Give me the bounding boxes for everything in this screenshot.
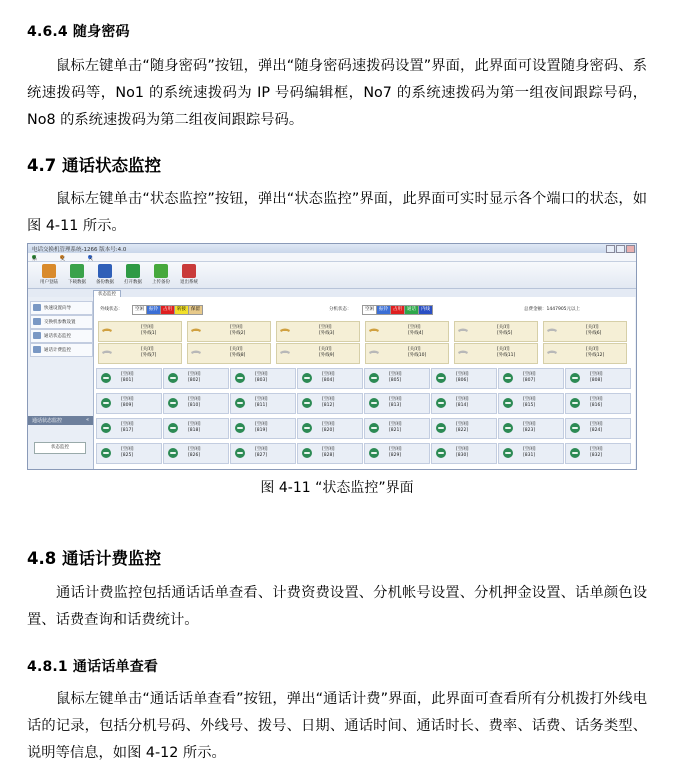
trunk-state: [关闭] — [497, 347, 510, 352]
sidebar-item-label: 通话计费监控 — [44, 348, 71, 353]
extension-cell-text — [121, 372, 134, 384]
extension-number: [824] — [590, 428, 603, 433]
paragraph: 通话计费监控包括通话话单查看、计费资费设置、分机帐号设置、分机押金设置、话单颜色设置、话费查询和话费统计。 — [27, 585, 647, 628]
section-4-7-body — [27, 186, 647, 240]
trunk-card-text — [319, 325, 334, 337]
extension-number: [801] — [121, 378, 134, 383]
trunk-status-label: 外线状态： — [100, 307, 123, 312]
phone-icon — [436, 448, 446, 458]
extension-cell[interactable] — [297, 443, 363, 464]
extension-cell-text — [590, 422, 603, 434]
upload-button[interactable] — [148, 264, 174, 286]
extension-cell[interactable] — [364, 393, 430, 414]
extension-cell[interactable] — [431, 443, 497, 464]
extension-cell-text — [121, 447, 134, 459]
section-4-6-4-body — [27, 53, 647, 134]
sidebar — [28, 297, 94, 469]
extension-number: [814] — [456, 403, 469, 408]
extension-cell[interactable] — [96, 418, 162, 439]
trunk-card-text — [586, 325, 601, 337]
trunk-card[interactable] — [543, 321, 627, 342]
phone-icon — [235, 398, 245, 408]
trunk-state: [空闲] — [319, 325, 332, 330]
extension-cell[interactable] — [431, 418, 497, 439]
tab-status-monitor[interactable]: 状态监控 — [93, 290, 121, 298]
trunk-name: [外线9] — [319, 353, 335, 358]
extension-state: [空闲] — [188, 372, 201, 377]
extension-cell[interactable] — [163, 368, 229, 389]
section-4-8-1-body — [27, 686, 647, 767]
trunk-card[interactable] — [543, 343, 627, 364]
extension-cell[interactable] — [230, 443, 296, 464]
extension-state: [空闲] — [590, 422, 603, 427]
extension-cell-text — [456, 372, 469, 384]
phone-handset-icon — [191, 328, 201, 334]
paragraph: 鼠标左键单击“通话话单查看”按钮，弹出“通话计费”界面，此界面可查看所有分机拨打外线电话的记录，包括分机号码、外线号、拨号、日期、通话时间、通话时长、费率、话费、话务类型、说明等信息，如图 4-12 所示。 — [27, 691, 647, 761]
extension-cell-text — [322, 422, 335, 434]
extension-cell[interactable] — [230, 418, 296, 439]
extension-state: [空闲] — [188, 447, 201, 452]
trunk-card[interactable] — [187, 321, 271, 342]
section-4-8-title: 4.8 通话计费监控 — [27, 549, 161, 568]
ext-status-label: 分机状态： — [329, 307, 352, 312]
phone-icon — [503, 448, 513, 458]
trunk-card-text — [497, 347, 515, 359]
phone-icon — [503, 373, 513, 383]
sidebar-item[interactable] — [30, 329, 93, 343]
menu-item-label: 关 — [88, 256, 94, 262]
phone-icon — [168, 423, 178, 433]
phone-icon — [302, 373, 312, 383]
trunk-card[interactable] — [98, 321, 182, 342]
phone-icon — [235, 448, 245, 458]
trunk-card-text — [586, 347, 604, 359]
figure-status-monitor-screenshot — [27, 243, 637, 470]
sidebar-item-icon — [33, 318, 41, 325]
phone-icon — [101, 448, 111, 458]
section-4-8-body — [27, 580, 647, 634]
extension-cell-text — [389, 447, 402, 459]
extension-state: [空闲] — [389, 422, 402, 427]
trunk-name: [外线10] — [408, 353, 427, 358]
upload-icon — [154, 264, 168, 278]
status-legend-chip: 振铃 — [376, 305, 391, 315]
extension-cell[interactable] — [96, 368, 162, 389]
extension-cell-text — [255, 447, 268, 459]
paragraph: 鼠标左键单击“状态监控”按钮，弹出“状态监控”界面，此界面可实时显示各个端口的状态，如图 4-11 所示。 — [27, 191, 647, 234]
phone-icon — [302, 448, 312, 458]
toolbar-button-label: 上传备份 — [152, 280, 170, 285]
extension-number: [827] — [255, 453, 268, 458]
phone-icon — [436, 423, 446, 433]
extension-number: [830] — [456, 453, 469, 458]
phone-handset-icon — [102, 328, 112, 334]
collapse-icon[interactable]: « — [85, 417, 89, 423]
phone-icon — [369, 398, 379, 408]
phone-handset-icon — [369, 328, 379, 334]
extension-cell[interactable] — [163, 418, 229, 439]
trunk-card-text — [408, 325, 423, 337]
extension-state: [空闲] — [590, 447, 603, 452]
extension-state: [空闲] — [456, 447, 469, 452]
extension-number: [828] — [322, 453, 335, 458]
phone-icon — [101, 423, 111, 433]
paragraph: 鼠标左键单击“随身密码”按钮，弹出“随身密码速拨码设置”界面，此界面可设置随身密码、系统速拨码等，No1 的系统速拨码为 IP 号码编辑框，No7 的系统速拨码为第一组夜间跟踪号码，No8 的系统速拨码为第二组夜间跟踪号码。 — [27, 58, 647, 128]
status-legend-chip: 保留 — [188, 305, 203, 315]
extension-state: [空闲] — [389, 397, 402, 402]
sidebar-item[interactable] — [30, 301, 93, 315]
phone-icon — [101, 398, 111, 408]
exit-button[interactable] — [176, 264, 202, 286]
extension-number: [819] — [255, 428, 268, 433]
toolbar — [28, 262, 636, 289]
trunk-name: [外线11] — [497, 353, 516, 358]
extension-state: [空闲] — [389, 372, 402, 377]
extension-cell[interactable] — [498, 443, 564, 464]
trunk-name: [外线12] — [586, 353, 605, 358]
extension-state: [空闲] — [322, 397, 335, 402]
phone-icon — [369, 423, 379, 433]
extension-number: [821] — [389, 428, 402, 433]
extension-cell-text — [188, 447, 201, 459]
exit-icon — [182, 264, 196, 278]
trunk-name: [外线4] — [408, 331, 424, 336]
tab-row — [28, 289, 636, 297]
extension-cell-text — [523, 422, 536, 434]
extension-number: [809] — [121, 403, 134, 408]
extension-cell[interactable] — [96, 393, 162, 414]
phone-icon — [101, 373, 111, 383]
phone-icon — [235, 373, 245, 383]
extension-cell[interactable] — [96, 443, 162, 464]
extension-cell-text — [590, 397, 603, 409]
sidebar-item-icon — [33, 304, 41, 311]
extension-state: [空闲] — [389, 447, 402, 452]
phone-icon — [235, 423, 245, 433]
extension-cell-text — [456, 422, 469, 434]
extension-cell-text — [590, 447, 603, 459]
extension-cell[interactable] — [297, 393, 363, 414]
sidebar-item-label: 通话状态监控 — [44, 334, 71, 339]
extension-cell-text — [456, 447, 469, 459]
extension-cell[interactable] — [431, 368, 497, 389]
trunk-card-text — [230, 347, 245, 359]
extension-cell-text — [322, 397, 335, 409]
extension-state: [空闲] — [188, 422, 201, 427]
extension-number: [813] — [389, 403, 402, 408]
trunk-name: [外线1] — [141, 331, 157, 336]
phone-icon — [436, 373, 446, 383]
toolbar-button-label: 退出系统 — [180, 280, 198, 285]
trunk-name: [外线6] — [586, 331, 602, 336]
trunk-state: [关闭] — [497, 325, 510, 330]
trunk-state: [关闭] — [408, 347, 421, 352]
sidebar-group-header[interactable] — [28, 416, 93, 425]
status-legend-chip: 通话 — [404, 305, 419, 315]
extension-cell[interactable] — [498, 368, 564, 389]
trunk-card-text — [141, 325, 156, 337]
section-4-8-1-title: 4.8.1 通话话单查看 — [27, 659, 159, 675]
extension-state: [空闲] — [456, 397, 469, 402]
extension-state: [空闲] — [121, 372, 134, 377]
extension-number: [805] — [389, 378, 402, 383]
trunk-card[interactable] — [187, 343, 271, 364]
section-4-6-4-title: 4.6.4 随身密码 — [27, 24, 130, 40]
extension-number: [831] — [523, 453, 536, 458]
trunk-state: [关闭] — [141, 347, 154, 352]
extension-cell-text — [121, 422, 134, 434]
figure-caption: 图 4-11 “状态监控”界面 — [260, 480, 414, 496]
phone-icon — [302, 423, 312, 433]
extension-number: [826] — [188, 453, 201, 458]
phone-handset-icon — [102, 350, 112, 356]
status-legend-chip: 振铃 — [146, 305, 161, 315]
extension-cell[interactable] — [565, 418, 631, 439]
extension-number: [807] — [523, 378, 536, 383]
extension-number: [823] — [523, 428, 536, 433]
extension-number: [832] — [590, 453, 603, 458]
phone-handset-icon — [458, 328, 468, 334]
extension-cell-text — [188, 422, 201, 434]
phone-icon — [168, 448, 178, 458]
trunk-card[interactable] — [365, 343, 449, 364]
extension-state: [空闲] — [188, 397, 201, 402]
toolbar-button-label: 用户登陆 — [40, 280, 58, 285]
sidebar-item-icon — [33, 332, 41, 339]
extension-number: [802] — [188, 378, 201, 383]
trunk-card[interactable] — [365, 321, 449, 342]
trunk-card-text — [497, 325, 512, 337]
status-legend-chip: 占用 — [390, 305, 405, 315]
extension-cell-text — [322, 447, 335, 459]
extension-cell[interactable] — [230, 368, 296, 389]
download-button[interactable] — [64, 264, 90, 286]
trunk-state: [关闭] — [586, 325, 599, 330]
sidebar-item[interactable] — [30, 343, 93, 357]
extension-cell-text — [523, 397, 536, 409]
phone-icon — [503, 423, 513, 433]
window-titlebar — [28, 244, 636, 253]
menu-bar — [28, 253, 636, 262]
phone-handset-icon — [547, 328, 557, 334]
extension-state: [空闲] — [121, 397, 134, 402]
extension-cell-text — [255, 422, 268, 434]
extension-number: [822] — [456, 428, 469, 433]
phone-icon — [570, 423, 580, 433]
phone-icon — [168, 373, 178, 383]
extension-cell[interactable] — [297, 368, 363, 389]
toolbar-button-label: 打开数据 — [124, 280, 142, 285]
phone-handset-icon — [191, 350, 201, 356]
extension-state: [空闲] — [322, 372, 335, 377]
sidebar-group-header-label: 通话状态监控 — [32, 418, 63, 424]
extension-state: [空闲] — [322, 422, 335, 427]
phone-icon — [503, 398, 513, 408]
extension-state: [空闲] — [523, 397, 536, 402]
phone-icon — [369, 373, 379, 383]
extension-state: [空闲] — [590, 397, 603, 402]
trunk-state: [关闭] — [319, 347, 332, 352]
trunk-card-text — [319, 347, 334, 359]
extension-cell-text — [121, 397, 134, 409]
extension-cell-text — [389, 422, 402, 434]
trunk-name: [外线8] — [230, 353, 246, 358]
extension-cell-text — [255, 372, 268, 384]
close-icon[interactable] — [626, 245, 635, 253]
extension-state: [空闲] — [456, 422, 469, 427]
extension-state: [空闲] — [523, 422, 536, 427]
minimize-icon[interactable] — [606, 245, 615, 253]
toolbar-button-label: 备份数据 — [96, 280, 114, 285]
trunk-state: [空闲] — [408, 325, 421, 330]
trunk-name: [外线3] — [319, 331, 335, 336]
extension-cell[interactable] — [565, 443, 631, 464]
extension-number: [815] — [523, 403, 536, 408]
phone-icon — [369, 448, 379, 458]
extension-number: [816] — [590, 403, 603, 408]
extension-cell[interactable] — [163, 393, 229, 414]
extension-state: [空闲] — [456, 372, 469, 377]
extension-cell[interactable] — [565, 393, 631, 414]
extension-cell-text — [188, 372, 201, 384]
sidebar-item[interactable] — [30, 315, 93, 329]
phone-icon — [436, 398, 446, 408]
extension-number: [829] — [389, 453, 402, 458]
phone-handset-icon — [458, 350, 468, 356]
phone-icon — [570, 373, 580, 383]
extension-cell[interactable] — [297, 418, 363, 439]
menu-item-label: 交 — [60, 256, 66, 262]
extension-number: [803] — [255, 378, 268, 383]
phone-icon — [302, 398, 312, 408]
extension-state: [空闲] — [590, 372, 603, 377]
extension-cell-text — [322, 372, 335, 384]
sidebar-item-status-monitor[interactable]: 状态监控 — [34, 442, 86, 454]
trunk-card[interactable] — [454, 343, 538, 364]
phone-handset-icon — [280, 328, 290, 334]
phone-icon — [570, 448, 580, 458]
user-button[interactable] — [36, 264, 62, 286]
total-fee-label: 总费金额：1447905元以上 — [524, 307, 581, 312]
extension-cell-text — [389, 397, 402, 409]
download-icon — [70, 264, 84, 278]
extension-number: [812] — [322, 403, 335, 408]
extension-number: [825] — [121, 453, 134, 458]
extension-cell-text — [590, 372, 603, 384]
trunk-name: [外线5] — [497, 331, 513, 336]
trunk-state: [关闭] — [230, 347, 243, 352]
refresh-button[interactable] — [120, 264, 146, 286]
extension-cell[interactable] — [163, 443, 229, 464]
extension-cell[interactable] — [364, 368, 430, 389]
extension-cell-text — [255, 397, 268, 409]
window-title: 电话交换机管理系统-1266 版本号:4.0 — [32, 247, 127, 253]
trunk-state: [关闭] — [586, 347, 599, 352]
trunk-card[interactable] — [276, 321, 360, 342]
status-panel — [94, 297, 635, 469]
extension-cell[interactable] — [364, 418, 430, 439]
extension-number: [804] — [322, 378, 335, 383]
trunk-state: [空闲] — [141, 325, 154, 330]
extension-cell-text — [456, 397, 469, 409]
trunk-name: [外线2] — [230, 331, 246, 336]
trunk-name: [外线7] — [141, 353, 157, 358]
status-legend-chip: 内线 — [418, 305, 433, 315]
trunk-card[interactable] — [454, 321, 538, 342]
extension-number: [808] — [590, 378, 603, 383]
phone-handset-icon — [547, 350, 557, 356]
extension-number: [820] — [322, 428, 335, 433]
maximize-icon[interactable] — [616, 245, 625, 253]
extension-state: [空闲] — [121, 422, 134, 427]
extension-number: [806] — [456, 378, 469, 383]
trunk-card[interactable] — [276, 343, 360, 364]
extension-number: [818] — [188, 428, 201, 433]
phone-handset-icon — [280, 350, 290, 356]
extension-state: [空闲] — [121, 447, 134, 452]
extension-cell[interactable] — [431, 393, 497, 414]
sidebar-item-label: 交换机参数设置 — [44, 320, 76, 325]
refresh-icon — [126, 264, 140, 278]
menu-item-label: 系 — [32, 256, 38, 262]
status-legend-chip: 转接 — [174, 305, 189, 315]
trunk-state: [空闲] — [230, 325, 243, 330]
extension-state: [空闲] — [523, 372, 536, 377]
extension-state: [空闲] — [255, 397, 268, 402]
extension-state: [空闲] — [523, 447, 536, 452]
extension-cell-text — [188, 397, 201, 409]
sidebar-item-icon — [33, 346, 41, 353]
toolbar-button-label: 下载数据 — [68, 280, 86, 285]
phone-icon — [570, 398, 580, 408]
extension-number: [817] — [121, 428, 134, 433]
user-icon — [42, 264, 56, 278]
extension-state: [空闲] — [255, 422, 268, 427]
section-4-7-title: 4.7 通话状态监控 — [27, 156, 161, 175]
extension-cell[interactable] — [230, 393, 296, 414]
save-button[interactable] — [92, 264, 118, 286]
extension-state: [空闲] — [255, 372, 268, 377]
phone-icon — [168, 398, 178, 408]
extension-state: [空闲] — [255, 447, 268, 452]
status-legend-chip: 占用 — [160, 305, 175, 315]
status-legend-chip: 空闲 — [362, 305, 377, 315]
extension-cell-text — [389, 372, 402, 384]
save-icon — [98, 264, 112, 278]
extension-cell[interactable] — [498, 418, 564, 439]
extension-cell-text — [523, 372, 536, 384]
phone-handset-icon — [369, 350, 379, 356]
trunk-card-text — [230, 325, 245, 337]
extension-cell-text — [523, 447, 536, 459]
extension-cell[interactable] — [498, 393, 564, 414]
extension-number: [811] — [255, 403, 268, 408]
trunk-card[interactable] — [98, 343, 182, 364]
extension-state: [空闲] — [322, 447, 335, 452]
sidebar-item-label: 快速设置向导 — [44, 306, 71, 311]
status-legend-chip: 空闲 — [132, 305, 147, 315]
trunk-card-text — [408, 347, 426, 359]
extension-number: [810] — [188, 403, 201, 408]
trunk-card-text — [141, 347, 156, 359]
extension-cell[interactable] — [565, 368, 631, 389]
extension-cell[interactable] — [364, 443, 430, 464]
